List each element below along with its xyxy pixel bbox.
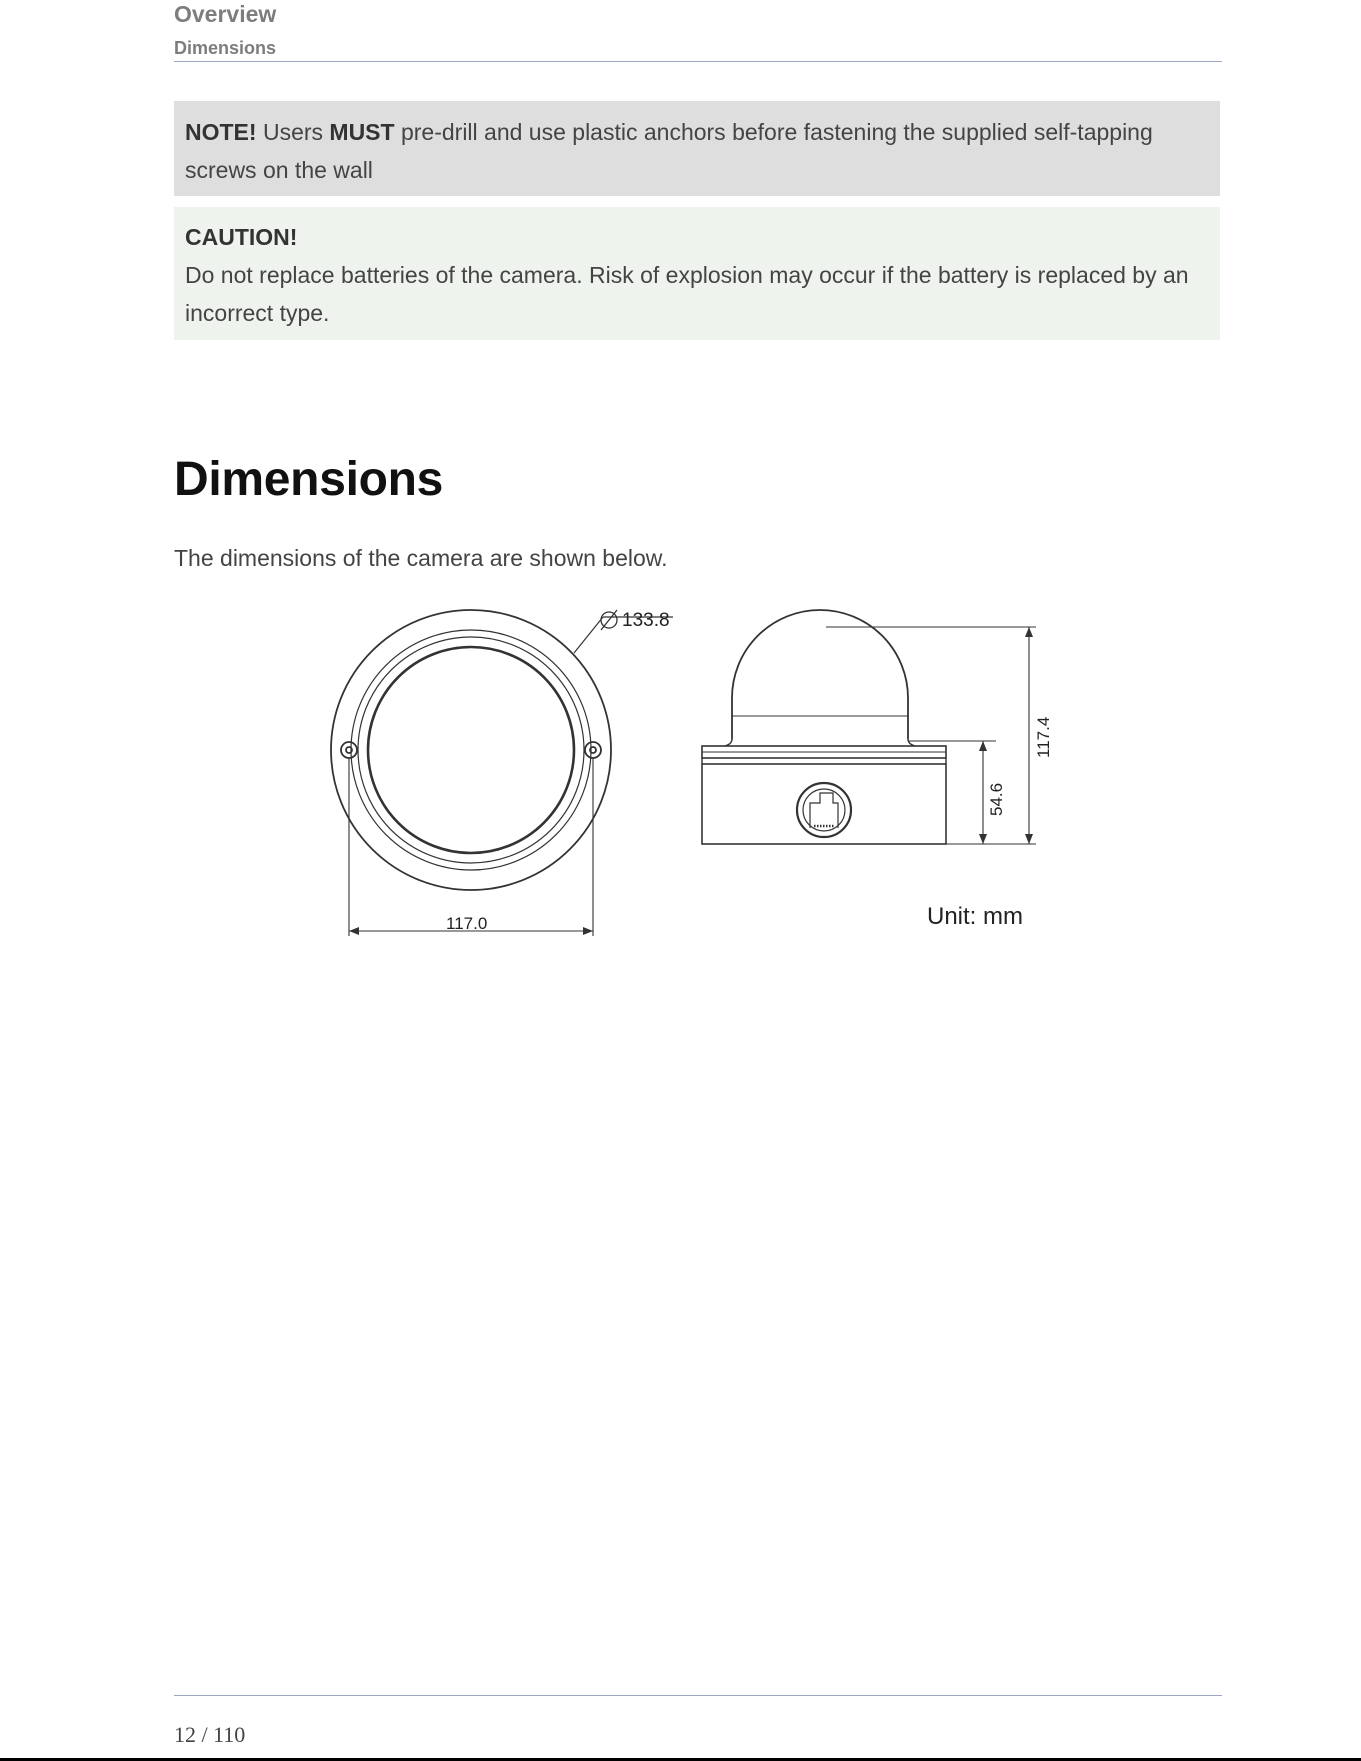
- screw-hole-right: [585, 742, 601, 758]
- page-number: 12 / 110: [174, 1722, 246, 1747]
- section-heading: Dimensions: [174, 453, 444, 506]
- camera-dimension-drawing: [320, 598, 1060, 948]
- base-height-label: 54.6: [987, 782, 1006, 816]
- page-header: [174, 0, 1222, 62]
- note-emphasis: MUST: [329, 119, 395, 145]
- section-intro: The dimensions of the camera are shown below.: [174, 545, 668, 571]
- base-body: [702, 764, 946, 844]
- screw-hole-left: [341, 742, 357, 758]
- width-label: 117.0: [446, 914, 488, 933]
- dome: [732, 610, 908, 739]
- header-section-title: Overview: [174, 1, 277, 27]
- page-footer-rule: [174, 1695, 1222, 1696]
- cable-port: [797, 783, 851, 837]
- caution-label: CAUTION!: [185, 224, 298, 250]
- note-box: [174, 101, 1220, 196]
- inner-ring: [358, 637, 584, 863]
- lens-window: [368, 647, 574, 853]
- note-text-a: Users: [256, 119, 330, 145]
- height-label: 117.4: [1034, 716, 1053, 758]
- note-label: NOTE!: [185, 119, 257, 145]
- middle-ring: [351, 630, 591, 870]
- unit-label: Unit: mm: [927, 903, 1023, 930]
- caution-text: Do not replace batteries of the camera. Risk of explosion may occur if the battery is replaced by an incorrect type.: [185, 262, 1189, 326]
- diameter-label: 133.8: [622, 610, 670, 631]
- note-text-b: pre-drill and use plastic anchors before fastening the supplied self-tapping screws on the wall: [185, 119, 1153, 183]
- caution-box: [174, 207, 1220, 340]
- header-subsection-title: Dimensions: [174, 38, 277, 58]
- outer-ring: [331, 610, 611, 890]
